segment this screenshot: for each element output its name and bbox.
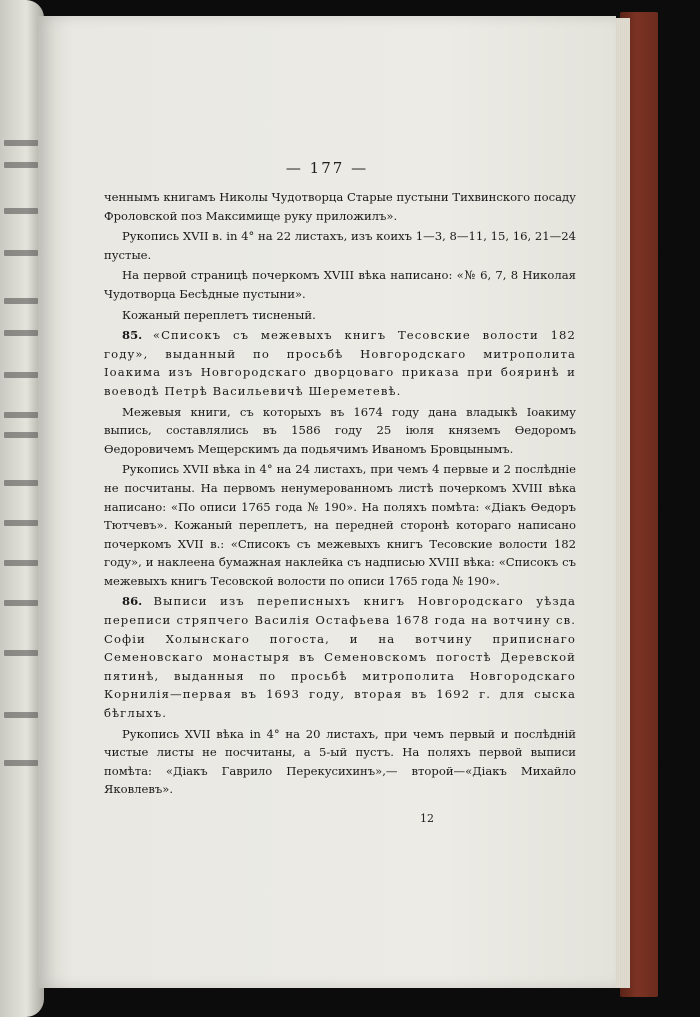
paragraph-text: Кожаный переплетъ тисненый. — [122, 307, 316, 322]
document-page — [38, 16, 616, 988]
page-body — [104, 188, 576, 801]
entry-number: 85. — [122, 328, 143, 343]
paragraph-p8 — [104, 592, 576, 722]
entry-number: 86. — [122, 594, 143, 609]
paragraph-text: ченнымъ книгамъ Николы Чудотворца Старые пустыни Тихвинского посаду Фроловской поз Максимище руку приложилъ». — [104, 190, 576, 223]
page-number: — 177 — — [285, 159, 369, 177]
paragraph-p9 — [104, 725, 576, 799]
paragraph-text: Рукопись XVII вѣка in 4° на 24 листахъ, при чемъ 4 первые и 2 послѣдніе не посчитаны. На первомъ ненумерованномъ листѣ почеркомъ XVIII вѣка написано: «По описи 1765 года № 190». На поляхъ помѣта: «Діакъ Ѳедоръ Тютчевъ». Кожаный переплетъ, на передней сторонѣ котораго написано почеркомъ XVII в.: «Списокъ съ межевыхъ книгъ Тесовские волости 182 году», и наклеена бумажная наклейка съ надписью XVIII вѣка: «Списокъ съ межевыхъ книгъ Тесовской волости по описи 1765 года № 190». — [104, 462, 576, 588]
paragraph-p5 — [104, 326, 576, 400]
paragraph-text: Межевыя книги, съ которыхъ въ 1674 году дана владыкѣ Іоакиму выпись, составлялись въ 1586 году 25 іюля княземъ Ѳедоромъ Ѳедоровичемъ Мещерскимъ да подьячимъ Иваномъ Бровцынымъ. — [104, 404, 576, 456]
paragraph-p1 — [104, 188, 576, 225]
paragraph-text: Рукопись XVII вѣка in 4° на 20 листахъ, при чемъ первый и послѣдній чистые листы не посчитаны, а 5-ый пустъ. На поляхъ первой выписи помѣта: «Діакъ Гаврило Перекусихинъ»,— второй—«Діакъ Михайло Яковлевъ». — [104, 726, 576, 797]
paragraph-p3 — [104, 266, 576, 303]
paragraph-text: На первой страницѣ почеркомъ XVIII вѣка написано: «№ 6, 7, 8 Николая Чудотворца Бесѣдные пустыни». — [104, 268, 576, 301]
paragraph-text: Рукопись XVII в. in 4° на 22 листахъ, изъ коихъ 1—3, 8—11, 15, 16, 21—24 пустые. — [104, 229, 576, 262]
paragraph-p4 — [104, 306, 576, 325]
paragraph-text: Выписи изъ переписныхъ книгъ Новгородскаго уѣзда переписи стряпчего Василія Остафьева 1678 года на вотчину св. Софіи Холынскаго погоста, и на вотчину приписнаго Семеновскаго монастыря въ Семеновскомъ погостѣ Деревской пятинѣ, выданныя по просьбѣ митрополита Новгородскаго Корнилія—первая въ 1693 году, вторая въ 1692 г. для сыска бѣглыхъ. — [104, 594, 576, 721]
paragraph-p2 — [104, 227, 576, 264]
paragraph-text: «Списокъ съ межевыхъ книгъ Тесовские волости 182 году», выданный по просьбѣ Новгородскаго митрополита Іоакима изъ Новгородскаго дворцоваго приказа при бояринѣ и воеводѣ Петрѣ Васильевичѣ Шереметевѣ. — [104, 328, 577, 398]
signature-mark: 12 — [420, 812, 434, 825]
paragraph-p6 — [104, 403, 576, 459]
paragraph-p7 — [104, 460, 576, 590]
